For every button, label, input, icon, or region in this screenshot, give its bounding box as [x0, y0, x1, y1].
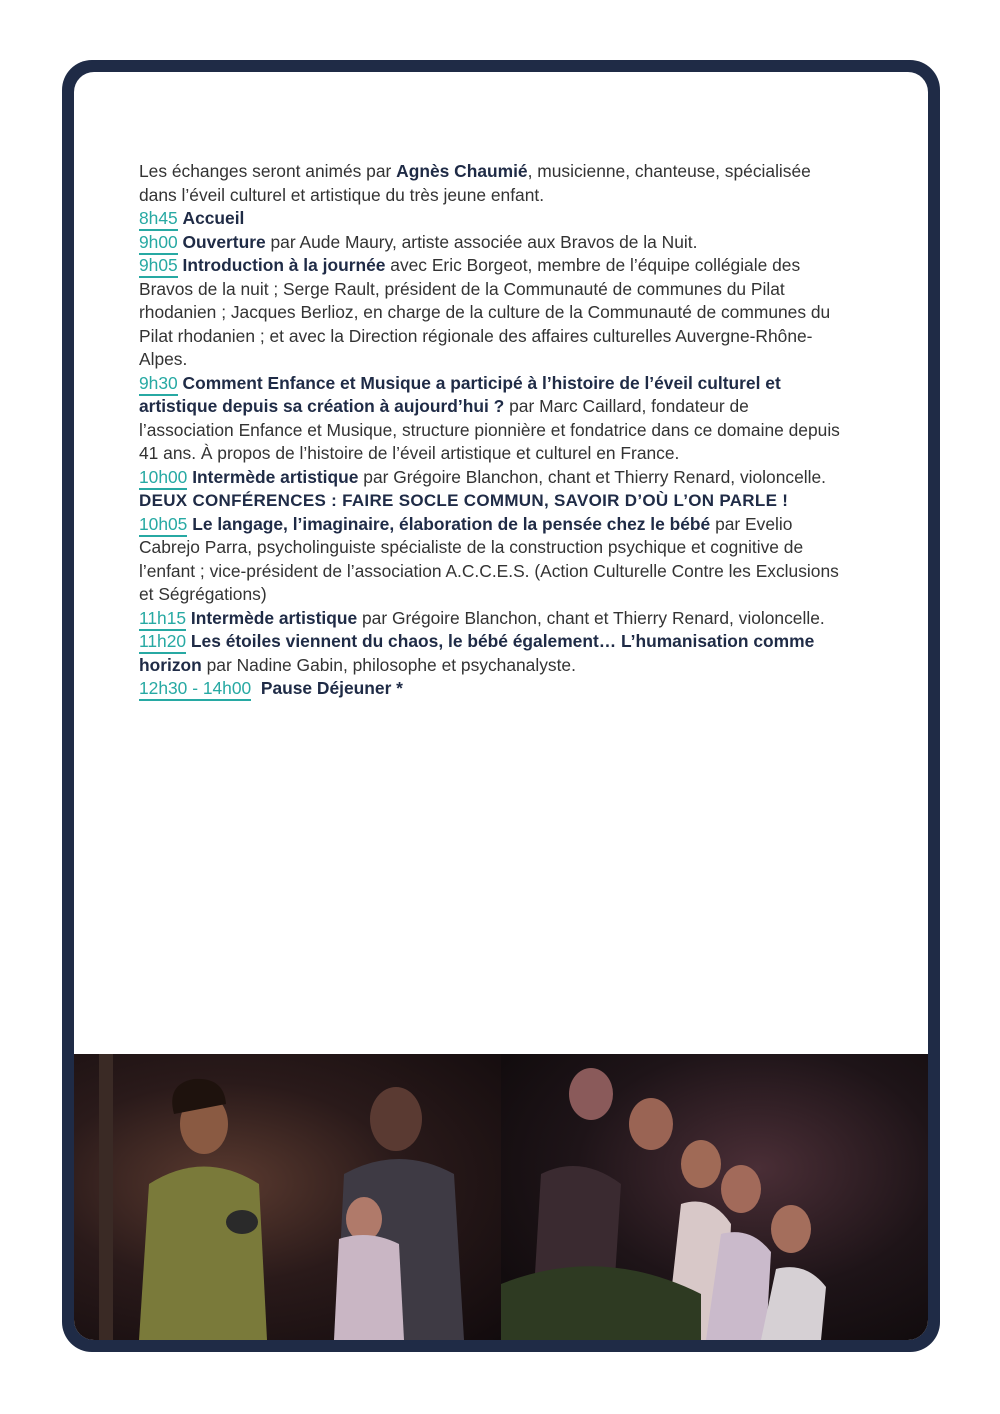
- intro-paragraph: [139, 160, 844, 207]
- schedule-item: [139, 630, 844, 677]
- schedule-desc: par Aude Maury, artiste associée aux Bravos de la Nuit.: [265, 231, 698, 252]
- schedule-title: Pause Déjeuner *: [260, 678, 403, 698]
- conference-schedule: [139, 513, 844, 701]
- schedule-title: Intermède artistique: [192, 466, 359, 487]
- schedule-desc: par Evelio Cabrejo Parra, psycholinguiste spécialiste de la construction psychique et cognitive de l’enfant ; vice-président de l’association A.C.C.E.S. (Action Culturelle Contre les Exclusions et Ségrégations): [139, 513, 839, 604]
- schedule-time: 9h30: [139, 373, 178, 396]
- section-heading-conferences: DEUX CONFÉRENCES : FAIRE SOCLE COMMUN, SAVOIR D’OÙ L’ON PARLE !: [139, 491, 789, 510]
- moderator-name: Agnès Chaumié: [396, 161, 528, 181]
- schedule-title: Accueil: [182, 208, 245, 228]
- schedule-time: 8h45: [139, 208, 178, 231]
- program-content: [139, 160, 844, 701]
- schedule-item: [139, 254, 844, 372]
- schedule-desc: par Nadine Gabin, philosophe et psychanalyste.: [201, 654, 576, 675]
- schedule-desc: par Marc Caillard, fondateur de l’association Enfance et Musique, structure pionnière et fondatrice dans ce domaine depuis 41 ans. À propos de l’histoire de l’éveil artistique et culturel en France.: [139, 396, 840, 463]
- schedule-time: 10h05: [139, 514, 187, 537]
- schedule-title: Comment Enfance et Musique a participé à l’histoire de l’éveil culturel et artistique depuis sa création à aujourd’hui ?: [139, 372, 781, 416]
- photo-musician-and-audience: [74, 1054, 501, 1340]
- photo-strip: [74, 1054, 928, 1340]
- schedule-time: 11h15: [139, 608, 186, 631]
- intro-text: Les échanges seront animés par: [139, 161, 397, 181]
- schedule-item: [139, 207, 844, 231]
- photo-children-audience: [501, 1054, 928, 1340]
- schedule-time: 9h00: [139, 232, 178, 255]
- schedule-item: [139, 513, 844, 607]
- photo-left-illustration: [74, 1054, 501, 1340]
- schedule-desc: avec Eric Borgeot, membre de l’équipe collégiale des Bravos de la nuit ; Serge Rault, président de la Communauté de communes du Pilat rhodanien ; Jacques Berlioz, en charge de la culture de la Communauté de communes du Pilat rhodanien ; et avec la Direction régionale des affaires culturelles Auvergne-Rhône-Alpes.: [139, 255, 831, 369]
- page-frame: [62, 60, 940, 1352]
- photo-right-illustration: [501, 1054, 928, 1340]
- schedule-title: Introduction à la journée: [182, 255, 386, 275]
- intro-text-after: , musicienne, chanteuse, spécialisée dans l’éveil culturel et artistique du très jeune enfant.: [139, 161, 811, 205]
- schedule-time: 11h20: [139, 631, 186, 654]
- schedule-time: 10h00: [139, 467, 187, 490]
- schedule-item: [139, 677, 844, 701]
- schedule-time: 9h05: [139, 255, 178, 278]
- schedule-time: 12h30 - 14h00: [139, 678, 251, 701]
- page-inner: [74, 72, 928, 1340]
- schedule-item: [139, 231, 844, 255]
- morning-schedule: [139, 207, 844, 489]
- schedule-item: [139, 372, 844, 466]
- schedule-title: Intermède artistique: [190, 607, 358, 628]
- schedule-desc: par Grégoire Blanchon, chant et Thierry Renard, violoncelle.: [358, 466, 826, 487]
- schedule-title: Le langage, l’imaginaire, élaboration de la pensée chez le bébé: [192, 513, 711, 534]
- schedule-item: [139, 466, 844, 490]
- schedule-title: Les étoiles viennent du chaos, le bébé également… L’humanisation comme horizon: [139, 631, 815, 675]
- schedule-desc: par Grégoire Blanchon, chant et Thierry Renard, violoncelle.: [357, 607, 825, 628]
- schedule-title: Ouverture: [182, 231, 266, 252]
- schedule-item: [139, 607, 844, 631]
